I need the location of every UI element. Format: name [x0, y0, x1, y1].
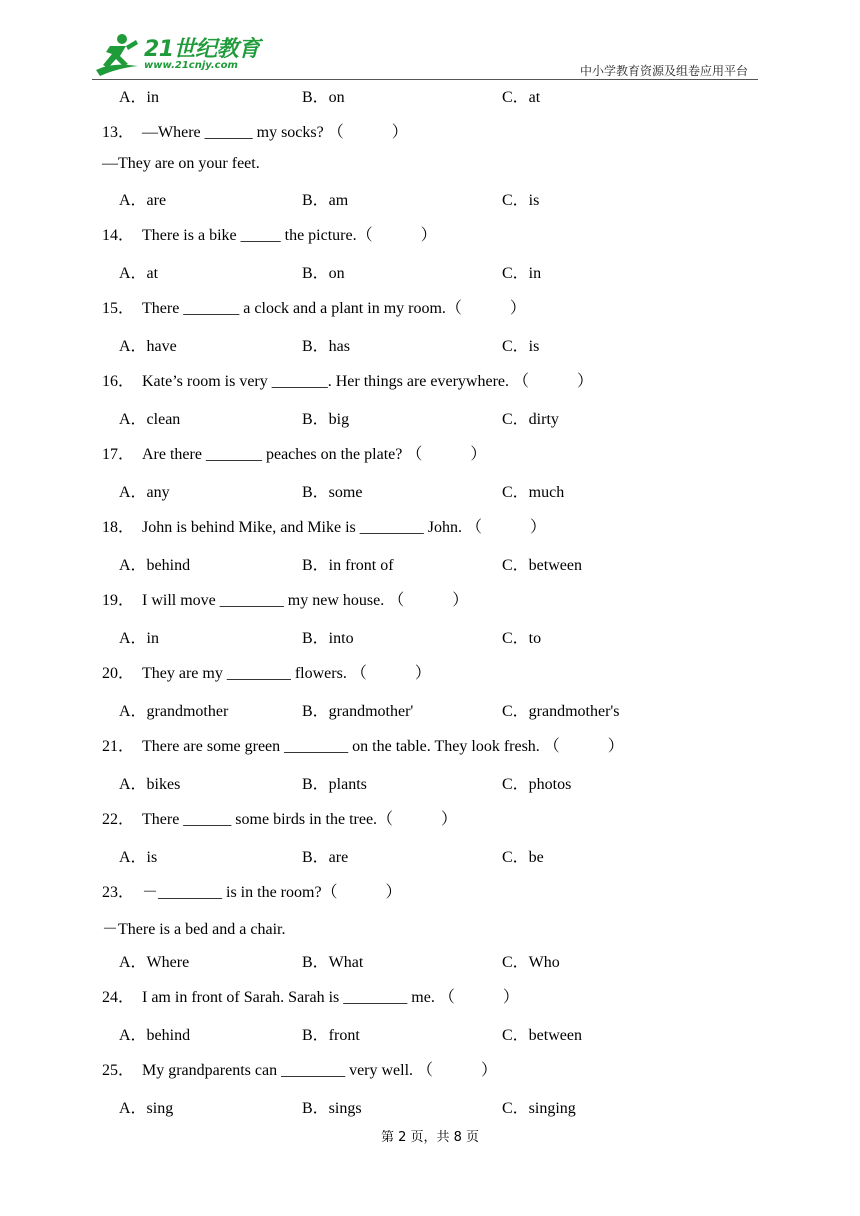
q16-option-b: B．big	[302, 411, 350, 428]
q19-option-a: A．in	[119, 630, 160, 647]
question-number: 19．	[102, 592, 135, 609]
question-15	[102, 295, 526, 318]
q22-option-a: A．is	[119, 849, 158, 866]
header-divider	[92, 79, 758, 80]
question-number: 13．	[102, 124, 135, 141]
question-20	[102, 660, 431, 683]
q20-option-a: A．grandmother	[119, 703, 229, 720]
q17-option-c: C．much	[502, 484, 565, 501]
q24-option-b: B．front	[302, 1027, 360, 1044]
question-text: There ______ some birds in the tree.（ ）	[142, 811, 458, 828]
question-number: 15．	[102, 300, 135, 317]
question-number: 17．	[102, 446, 135, 463]
question-text: —Where ______ my socks? （ ）	[142, 124, 408, 141]
q15-option-b: B．has	[302, 338, 351, 355]
logo-text: 21世纪教育	[144, 37, 260, 62]
q14-option-c: C．in	[502, 265, 542, 282]
question-21	[102, 733, 624, 756]
question-17	[102, 441, 486, 464]
question-23-answer-line: －There is a bed and a chair.	[102, 921, 286, 938]
question-text: Are there _______ peaches on the plate? （ ）	[142, 446, 487, 463]
q14-option-a: A．at	[119, 265, 159, 282]
question-text: John is behind Mike, and Mike is ________ John. （ ）	[142, 519, 546, 536]
question-text: I will move ________ my new house. （ ）	[142, 592, 469, 609]
question-23	[102, 879, 402, 902]
q14-option-b: B．on	[302, 265, 345, 282]
page-number-footer: 第 2 页，共 8 页	[380, 1130, 480, 1145]
question-number: 24．	[102, 989, 135, 1006]
q13-option-b: B．am	[302, 192, 349, 209]
q21-option-c: C．photos	[502, 776, 572, 793]
q13-option-a: A．are	[119, 192, 167, 209]
q13-option-c: C．is	[502, 192, 540, 209]
question-14	[102, 222, 437, 245]
q24-option-c: C．between	[502, 1027, 582, 1044]
q19-option-c: C．to	[502, 630, 542, 647]
question-number: 20．	[102, 665, 135, 682]
question-25	[102, 1057, 497, 1080]
q23-option-b: B．What	[302, 954, 364, 971]
question-text: My grandparents can ________ very well. （ ）	[142, 1062, 498, 1079]
question-text: －________ is in the room?（ ）	[142, 884, 402, 901]
q20-option-c: C．grandmother's	[502, 703, 620, 720]
question-19	[102, 587, 468, 610]
question-13-answer-line: —They are on your feet.	[102, 155, 260, 172]
q18-option-a: A．behind	[119, 557, 191, 574]
question-text: I am in front of Sarah. Sarah is ________ me. （ ）	[142, 989, 519, 1006]
q12-option-b: B．on	[302, 89, 345, 106]
q23-option-a: A．Where	[119, 954, 190, 971]
question-number: 18．	[102, 519, 135, 536]
q19-option-b: B．into	[302, 630, 354, 647]
question-number: 25．	[102, 1062, 135, 1079]
q16-option-a: A．clean	[119, 411, 181, 428]
q24-option-a: A．behind	[119, 1027, 191, 1044]
question-18	[102, 514, 546, 537]
question-number: 16．	[102, 373, 135, 390]
q15-option-c: C．is	[502, 338, 540, 355]
q20-option-b: B．grandmother'	[302, 703, 414, 720]
q16-option-c: C．dirty	[502, 411, 559, 428]
q18-option-b: B．in front of	[302, 557, 394, 574]
q15-option-a: A．have	[119, 338, 177, 355]
q12-option-a: A．in	[119, 89, 160, 106]
question-24	[102, 984, 519, 1007]
question-text: There _______ a clock and a plant in my room.（ ）	[142, 300, 526, 317]
question-number: 23．	[102, 884, 135, 901]
runner-logo-icon	[92, 32, 142, 78]
question-text: There is a bike _____ the picture.（ ）	[142, 227, 437, 244]
question-22	[102, 806, 457, 829]
q21-option-a: A．bikes	[119, 776, 181, 793]
q22-option-b: B．are	[302, 849, 349, 866]
header-tagline: 中小学教育资源及组卷应用平台	[579, 64, 748, 78]
q18-option-c: C．between	[502, 557, 582, 574]
question-number: 22．	[102, 811, 135, 828]
q17-option-a: A．any	[119, 484, 170, 501]
q12-option-c: C．at	[502, 89, 541, 106]
question-text: There are some green ________ on the table. They look fresh. （ ）	[142, 738, 624, 755]
q25-option-c: C．singing	[502, 1100, 576, 1117]
q25-option-a: A．sing	[119, 1100, 174, 1117]
question-text: They are my ________ flowers. （ ）	[142, 665, 431, 682]
question-text: Kate’s room is very _______. Her things are everywhere. （ ）	[142, 373, 594, 390]
page-header	[0, 0, 860, 84]
q17-option-b: B．some	[302, 484, 363, 501]
logo-url: www.21cnjy.com	[144, 60, 238, 71]
question-16	[102, 368, 593, 391]
question-13	[102, 119, 408, 142]
question-number: 14．	[102, 227, 135, 244]
question-number: 21．	[102, 738, 135, 755]
q25-option-b: B．sings	[302, 1100, 362, 1117]
q22-option-c: C．be	[502, 849, 544, 866]
site-logo	[92, 32, 262, 78]
q21-option-b: B．plants	[302, 776, 367, 793]
q23-option-c: C．Who	[502, 954, 560, 971]
